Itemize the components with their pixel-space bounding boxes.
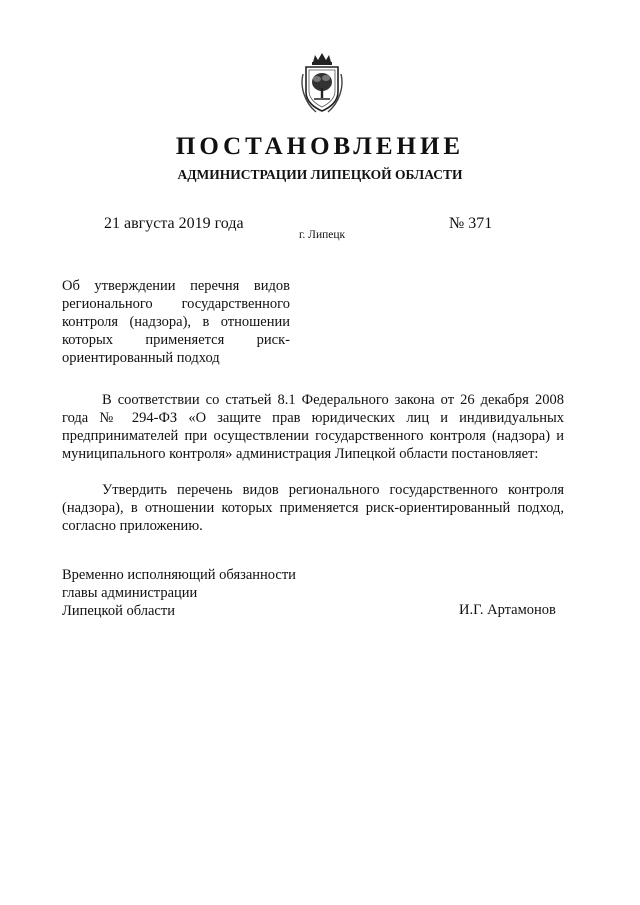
signer-name: И.Г. Артамонов <box>459 602 556 618</box>
document-title: ПОСТАНОВЛЕНИЕ <box>175 133 465 160</box>
signer-position-line: Временно исполняющий обязанности <box>62 567 296 583</box>
preamble-paragraph: В соответствии со статьей 8.1 Федерального закона от 26 декабря 2008 года № 294-ФЗ «О защите прав юридических лиц и индивидуальных предпринимателей при осуществлении государственного контроля (надзора) и муниципального контроля» администрация Липецкой области постановляет: <box>62 392 564 462</box>
document-date: 21 августа 2019 года <box>104 215 244 232</box>
issuing-organization: АДМИНИСТРАЦИИ ЛИПЕЦКОЙ ОБЛАСТИ <box>177 167 463 182</box>
signer-position <box>62 566 296 620</box>
coat-of-arms-icon <box>300 52 344 114</box>
document-subject: Об утверждении перечня видов регионального государственного контроля (надзора), в отношении которых применяется риск-ориентированный подход <box>62 278 290 366</box>
signer-position-line: главы администрации <box>62 585 198 601</box>
document-number: № 371 <box>449 215 493 232</box>
document-city: г. Липецк <box>299 229 346 241</box>
resolution-paragraph: Утвердить перечень видов регионального государственного контроля (надзора), в отношении которых применяется риск-ориентированный подход, согласно приложению. <box>62 482 564 534</box>
signer-position-line: Липецкой области <box>62 603 175 619</box>
